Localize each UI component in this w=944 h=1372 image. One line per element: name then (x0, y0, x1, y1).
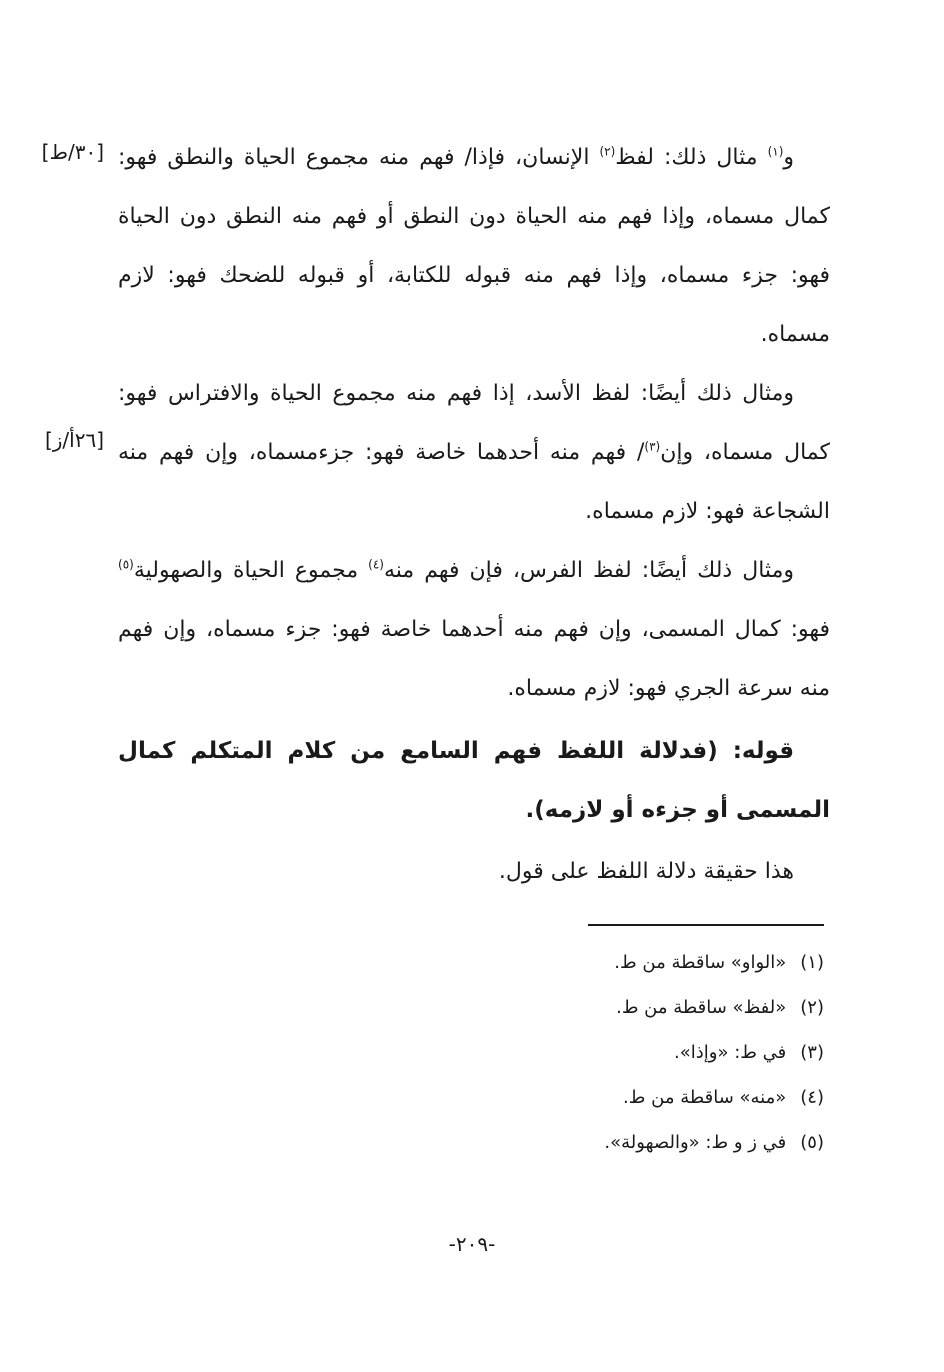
paragraph-3 (118, 541, 830, 718)
footnote-item (604, 1030, 824, 1075)
commentary-line: هذا حقيقة دلالة اللفظ على قول. (498, 859, 794, 884)
paragraph-2-part-a: ومثال ذلك أيضًا: لفظ الأسد، إذا فهم منه مجموع الحياة والافتراس فهو: كمال مسماه، وإن (118, 381, 830, 465)
page-number: -٢٠٩- (448, 1232, 496, 1256)
footnote-ref-5: (٥) (118, 557, 134, 572)
paragraph-3-part-c: فهو: كمال المسمى، وإن فهم منه أحدهما خاصة فهو: جزء مسماه، وإن فهم منه سرعة الجري فهو: لازم مسماه. (118, 617, 830, 701)
footnote-text: في ط: «وإذا». (674, 1042, 787, 1063)
footnote-text: «لفظ» ساقطة من ط. (616, 997, 787, 1018)
quoted-statement: قوله: (فدلالة اللفظ فهم السامع من كلام المتكلم كمال المسمى أو جزءه أو لازمه). (118, 738, 830, 823)
paragraph-2-part-b: / فهم منه أحدهما خاصة فهو: جزءمسماه، وإن فهم منه الشجاعة فهو: لازم مسماه. (118, 440, 830, 524)
footnote-ref-2: (٢) (599, 144, 616, 159)
footnote-number: (٢) (800, 997, 824, 1018)
footnote-number: (٥) (800, 1132, 824, 1153)
paragraph-3-part-b: مجموع الحياة والصهولية (133, 558, 369, 583)
footnotes-list (604, 940, 824, 1165)
footnote-ref-4: (٤) (368, 557, 384, 572)
footnote-number: (١) (800, 952, 824, 973)
margin-note-ta: [٣٠/ط] (41, 140, 104, 164)
footnote-divider (588, 924, 824, 926)
footnote-ref-3: (٣) (644, 439, 661, 454)
footnote-number: (٣) (800, 1042, 824, 1063)
margin-note-za: [٢٦أ/ز] (44, 428, 104, 452)
footnote-item (604, 1120, 824, 1165)
paragraph-2 (118, 364, 830, 541)
paragraph-1 (118, 128, 830, 364)
paragraph-1-part-c: الإنسان، فإذا/ فهم منه مجموع الحياة والنطق فهو: كمال مسماه، وإذا فهم منه الحياة دون النطق أو فهم منه النطق دون الحياة فهو: جزء مسماه، وإذا فهم منه قبوله للكتابة، أو قبوله للضحك فهو: لازم مسماه. (118, 145, 830, 347)
footnote-ref-1: (١) (767, 144, 784, 159)
footnote-text: في ز و ط: «والصهولة». (604, 1132, 787, 1153)
paragraph-1-part-a: و (783, 145, 795, 170)
footnote-item (604, 940, 824, 985)
paragraph-1-part-b: مثال ذلك: لفظ (615, 145, 768, 170)
footnote-text: «الواو» ساقطة من ط. (614, 952, 787, 973)
main-text (118, 128, 830, 901)
footnote-item (604, 985, 824, 1030)
paragraph-3-part-a: ومثال ذلك أيضًا: لفظ الفرس، فإن فهم منه (383, 558, 794, 583)
footnote-number: (٤) (800, 1087, 824, 1108)
footnote-item (604, 1075, 824, 1120)
footnote-text: «منه» ساقطة من ط. (623, 1087, 787, 1108)
